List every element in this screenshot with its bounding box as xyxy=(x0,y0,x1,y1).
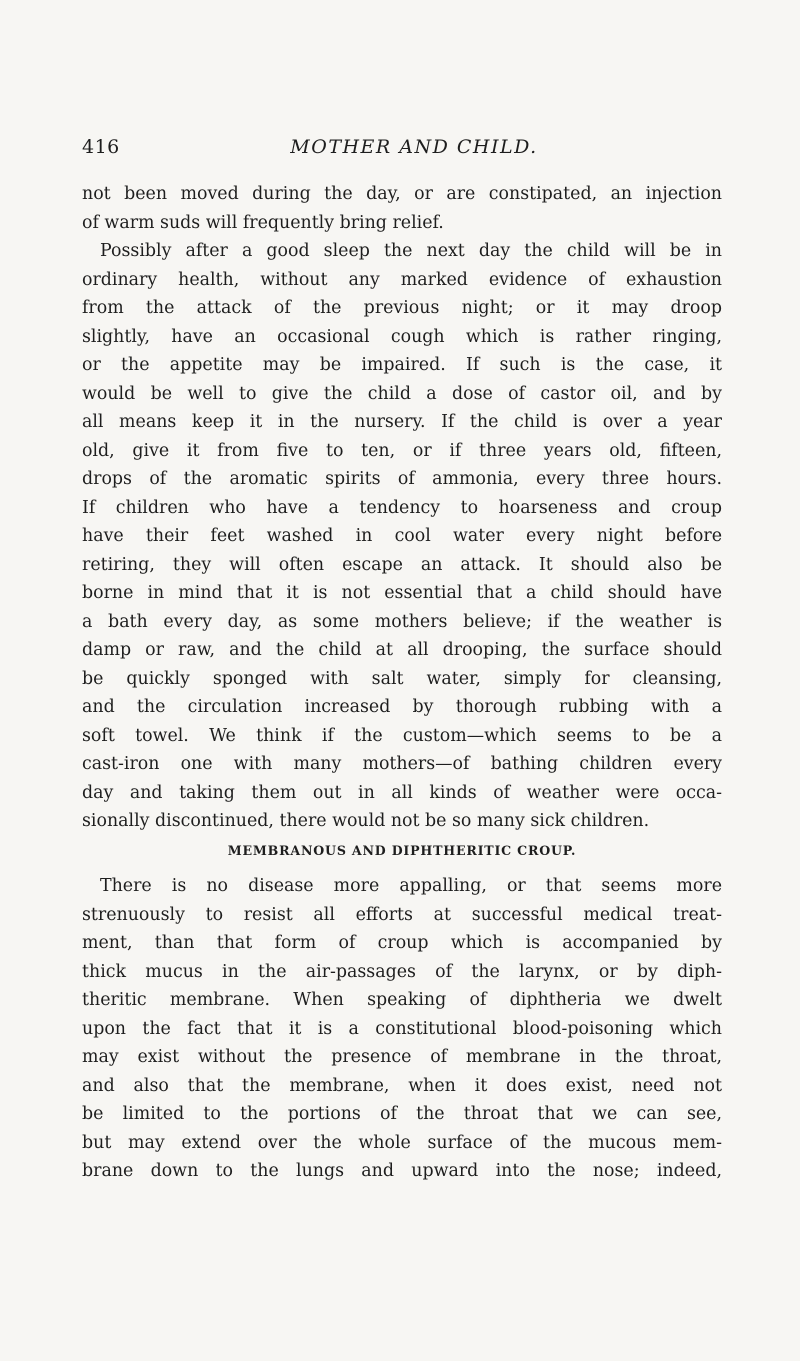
text-line: day and taking them out in all kinds of weather were occa- xyxy=(82,782,722,803)
page-number: 416 xyxy=(82,136,120,158)
text-line: have their feet washed in cool water every night before xyxy=(82,526,722,546)
text-line: drops of the aromatic spirits of ammonia, every three hours. xyxy=(82,469,722,489)
text-line: theritic membrane. When speaking of diphtheria we dwelt xyxy=(82,990,722,1010)
text-line: If children who have a tendency to hoarseness and croup xyxy=(82,497,722,518)
text-line: damp or raw, and the child at all drooping, the surface should xyxy=(82,640,722,660)
text-line: but may extend over the whole surface of the mucous mem- xyxy=(82,1132,722,1153)
text-line: There is no disease more appalling, or that seems more xyxy=(100,876,722,896)
section-body xyxy=(82,872,722,1186)
text-line: retiring, they will often escape an attack. It should also be xyxy=(82,554,722,575)
text-line: all means keep it in the nursery. If the child is over a year xyxy=(82,412,722,432)
text-line: soft towel. We think if the custom—which seems to be a xyxy=(82,725,722,746)
text-line: not been moved during the day, or are constipated, an injection xyxy=(82,184,722,204)
text-line: cast-iron one with many mothers—of bathing children every xyxy=(82,754,722,774)
text-line: old, give it from five to ten, or if three years old, fifteen, xyxy=(82,440,722,461)
page-header xyxy=(82,136,722,166)
text-line: be limited to the portions of the throat that we can see, xyxy=(82,1104,722,1124)
text-line: borne in mind that it is not essential that a child should have xyxy=(82,583,722,603)
text-line: of warm suds will frequently bring relief. xyxy=(82,212,444,233)
text-line: strenuously to resist all efforts at successful medical treat- xyxy=(82,904,722,925)
text-line: sionally discontinued, there would not be so many sick children. xyxy=(82,811,650,831)
text-line: Possibly after a good sleep the next day the child will be in xyxy=(100,241,722,261)
text-line: ment, than that form of croup which is accompanied by xyxy=(82,933,722,953)
text-line: slightly, have an occasional cough which is rather ringing, xyxy=(82,326,722,347)
text-line: and the circulation increased by thorough rubbing with a xyxy=(82,697,722,717)
paragraph-croup xyxy=(82,872,722,1186)
text-line: or the appetite may be impaired. If such is the case, it xyxy=(82,355,722,375)
text-line: a bath every day, as some mothers believe; if the weather is xyxy=(82,611,722,632)
text-line: would be well to give the child a dose of castor oil, and by xyxy=(82,383,722,404)
section-heading: MEMBRANOUS AND DIPHTHERITIC CROUP. xyxy=(227,843,577,858)
body-text xyxy=(82,180,722,836)
text-line: thick mucus in the air-passages of the larynx, or by diph- xyxy=(82,961,722,982)
text-line: may exist without the presence of membrane in the throat, xyxy=(82,1047,722,1067)
text-line: and also that the membrane, when it does exist, need not xyxy=(82,1075,722,1096)
paragraph-aftercare xyxy=(82,237,722,836)
text-line: brane down to the lungs and upward into the nose; indeed, xyxy=(82,1161,722,1181)
running-title: MOTHER AND CHILD. xyxy=(290,136,538,158)
text-line: from the attack of the previous night; or it may droop xyxy=(82,298,722,318)
text-line: ordinary health, without any marked evidence of exhaustion xyxy=(82,269,722,290)
text-line: be quickly sponged with salt water, simply for cleansing, xyxy=(82,668,722,689)
text-line: upon the fact that it is a constitutional blood-poisoning which xyxy=(82,1018,722,1039)
paragraph-continuation xyxy=(82,180,722,237)
